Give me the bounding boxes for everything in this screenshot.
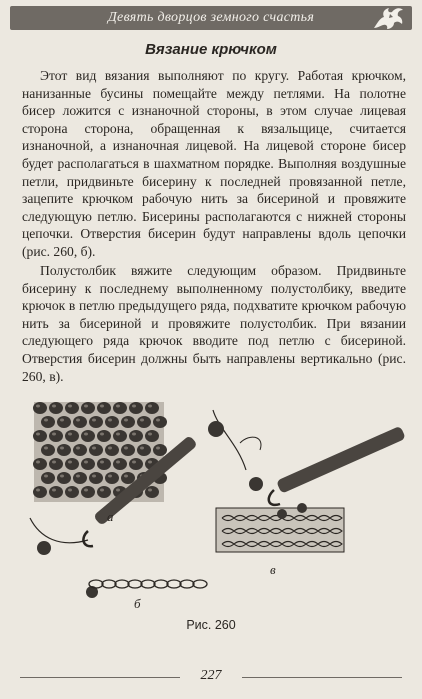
footer-rule-right [242, 677, 402, 678]
figure-label-v: в [270, 562, 276, 577]
running-header [10, 6, 412, 30]
running-title: Девять дворцов земного счастья [107, 10, 315, 25]
figure-260 [0, 388, 422, 638]
figure-label-a: а [107, 509, 114, 524]
figure-label-b: б [134, 596, 141, 611]
body-paragraph: Этот вид вязания выполняют по кругу. Работая крючком, нанизанные бусины помещайте между петлями. На полотне бисер ложится с изнаночной стороны, в этом случае лицевая сторона сторона, обращенная к вязальщице, считается изнаночной, а изнаночная лицевой. На лицевой стороне бисер будет располагаться в шахматном порядке. Выполняя воздушные петли, придвиньте бисерину к последней провязанной петле, зацепите крючком рабочую нить за бисериной и провяжите следующую петлю. Бисерины располагаются с нижней стороны цепочки. Отверстия бисерин будут направлены вдоль цепочки (рис. 260, б). [22, 68, 406, 259]
dragon-icon [370, 4, 406, 32]
body-paragraph: Полустолбик вяжите следующим образом. Придвиньте бисерину к последнему выполненному полустолбику, введите крючок в петлю предыдущего ряда, подхватите крючком рабочую нить за бисериной и провяжите полустолбик. При вязании следующего ряда крючок вводите под петлю с бисериной. Отверстия бисерин должны быть направлены вертикально (рис. 260, в). [22, 263, 406, 384]
page-number: 227 [200, 668, 222, 683]
crochet-illustration [0, 388, 422, 638]
figure-caption: Рис. 260 [186, 618, 236, 632]
section-title: Вязание крючком [145, 41, 277, 58]
rows-hook-drawing [208, 410, 406, 552]
